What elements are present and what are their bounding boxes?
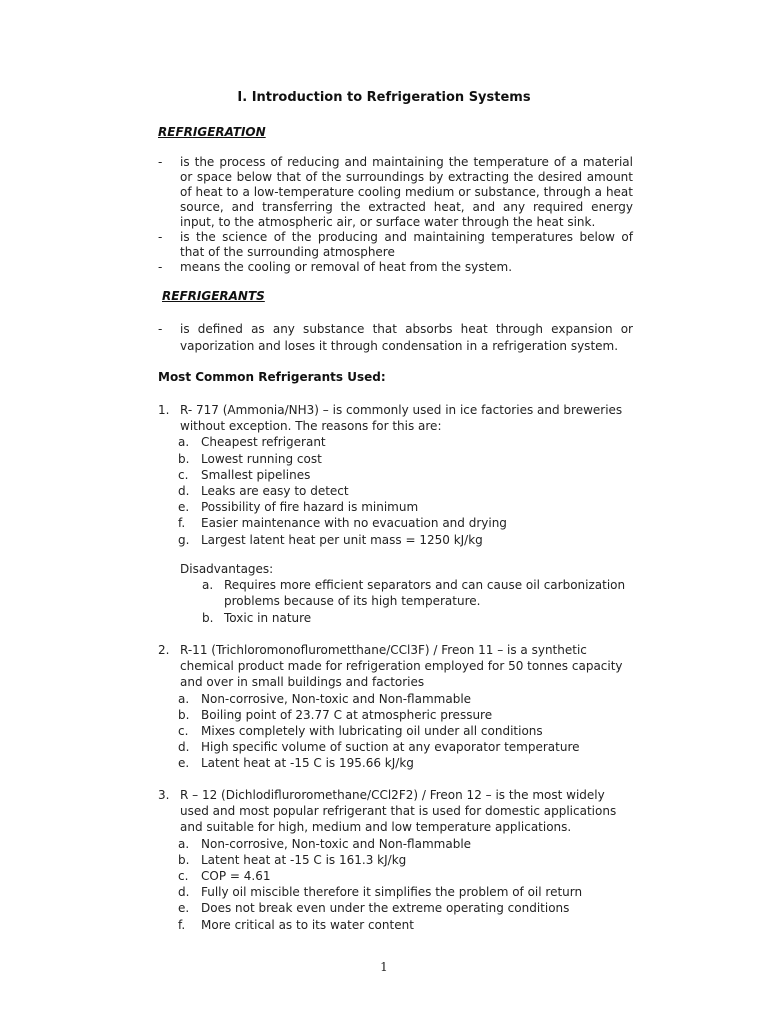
list-item: a. Requires more efficient separators and can cause oil carbonization problems because of its high temperature. xyxy=(202,578,626,609)
list-item: e. Does not break even under the extreme operating conditions xyxy=(178,901,570,916)
list-item: a. Non-corrosive, Non-toxic and Non-flammable xyxy=(178,836,472,851)
list-item: a. Cheapest refrigerant xyxy=(178,435,326,450)
list-item: e. Possibility of fire hazard is minimum xyxy=(178,500,419,515)
list-item: b. Toxic in nature xyxy=(202,610,312,625)
list-item: b. Lowest running cost xyxy=(178,451,322,466)
list-item: - is defined as any substance that absorbs heat through expansion or vaporization and loses it through condensation in a refrigeration system. xyxy=(158,322,633,353)
list-item: e. Latent heat at -15 C is 195.66 kJ/kg xyxy=(178,756,414,771)
refrigerant-entry-r717 xyxy=(158,402,633,548)
list-item: d. Fully oil miscible therefore it simplifies the problem of oil return xyxy=(178,885,583,900)
list-item: f. More critical as to its water content xyxy=(178,917,414,932)
list-item: c. Mixes completely with lubricating oil under all conditions xyxy=(178,724,543,739)
list-item: b. Latent heat at -15 C is 161.3 kJ/kg xyxy=(178,852,407,867)
refrigeration-heading: REFRIGERATION xyxy=(158,125,266,139)
list-item: c. COP = 4.61 xyxy=(178,869,271,884)
list-item: c. Smallest pipelines xyxy=(178,467,311,482)
page-title: I. Introduction to Refrigeration Systems xyxy=(237,90,531,105)
list-item: d. High specific volume of suction at any evaporator temperature xyxy=(178,740,580,755)
refrigerants-definitions xyxy=(158,321,633,355)
list-item: b. Boiling point of 23.77 C at atmospheric pressure xyxy=(178,707,493,722)
numbered-item: 1. R- 717 (Ammonia/NH3) – is commonly used in ice factories and breweries without exception. The reasons for this are: xyxy=(158,403,623,434)
refrigerant-entry-r12 xyxy=(158,787,633,933)
list-item: d. Leaks are easy to detect xyxy=(178,484,349,499)
page-number: 1 xyxy=(380,960,388,974)
disadvantages-label: Disadvantages: xyxy=(180,562,274,576)
list-item: g. Largest latent heat per unit mass = 1250 kJ/kg xyxy=(178,532,483,547)
refrigerant-entry-r11 xyxy=(158,642,633,772)
refrigeration-definitions xyxy=(158,155,633,275)
numbered-item: 3. R – 12 (Dichlodifluroromethane/CCl2F2) / Freon 12 – is the most widely used and most popular refrigerant that is used for domestic applications and suitable for high, medium and low temperature applications. xyxy=(158,788,617,835)
list-item: - is the science of the producing and maintaining temperatures below of that of the surrounding atmosphere xyxy=(158,230,633,259)
numbered-item: 2. R-11 (Trichloromonoflurometthane/CCl3F) / Freon 11 – is a synthetic chemical product made for refrigeration employed for 50 tonnes capacity and over in small buildings and factories xyxy=(158,643,623,690)
list-item: - is the process of reducing and maintaining the temperature of a material or space below that of the surroundings by extracting the desired amount of heat to a low-temperature cooling medium or substance, through a heat source, and transferring the extracted heat, and any required energy input, to the atmospheric air, or surface water through the heat sink. xyxy=(158,155,633,229)
list-item: f. Easier maintenance with no evacuation and drying xyxy=(178,516,507,531)
common-refrigerants-heading: Most Common Refrigerants Used: xyxy=(158,370,386,384)
list-item: - means the cooling or removal of heat from the system. xyxy=(158,260,513,274)
list-item: a. Non-corrosive, Non-toxic and Non-flammable xyxy=(178,691,472,706)
refrigerants-heading: REFRIGERANTS xyxy=(162,289,265,303)
r717-disadvantages xyxy=(158,561,633,626)
